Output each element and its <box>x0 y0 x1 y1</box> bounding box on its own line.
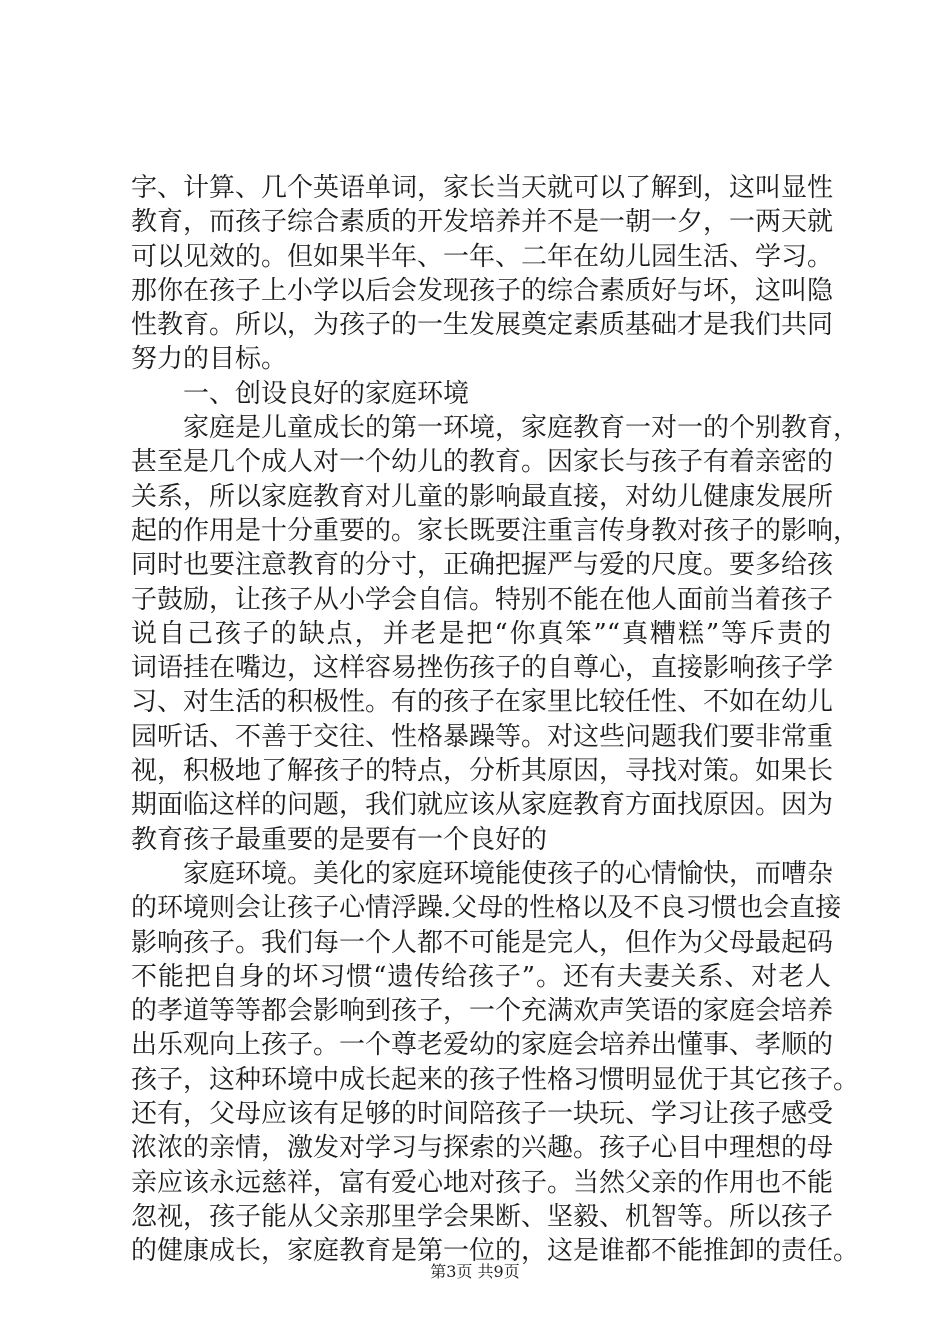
body-line: 习、对生活的积极性。有的孩子在家里比较任性、不如在幼儿 <box>131 687 834 718</box>
body-line: 园听话、不善于交往、性格暴躁等。对这些问题我们要非常重 <box>131 721 834 752</box>
page-number-footer: 第3页 共9页 <box>430 1262 520 1281</box>
body-line: 视，积极地了解孩子的特点，分析其原因，寻找对策。如果长 <box>131 756 834 787</box>
body-line: 教育，而孩子综合素质的开发培养并不是一朝一夕，一两天就 <box>131 207 834 238</box>
body-line: 出乐观向上孩子。一个尊老爱幼的家庭会培养出懂事、孝顺的 <box>131 1030 834 1061</box>
body-line: 可以见效的。但如果半年、一年、二年在幼儿园生活、学习。 <box>131 241 834 272</box>
body-line: 忽视，孩子能从父亲那里学会果断、坚毅、机智等。所以孩子 <box>131 1201 834 1232</box>
body-line: 子鼓励，让孩子从小学会自信。特别不能在他人面前当着孩子 <box>131 584 834 615</box>
body-line: 的孝道等等都会影响到孩子，一个充满欢声笑语的家庭会培养 <box>131 996 834 1027</box>
body-line: 的健康成长，家庭教育是第一位的，这是谁都不能推卸的责任。 <box>131 1236 860 1267</box>
body-line: 的环境则会让孩子心情浮躁.父母的性格以及不良习惯也会直接 <box>131 893 842 924</box>
body-line: 浓浓的亲情，激发对学习与探索的兴趣。孩子心目中理想的母 <box>131 1133 834 1164</box>
body-line: 同时也要注意教育的分寸，正确把握严与爱的尺度。要多给孩 <box>131 550 834 581</box>
body-line: 字、计算、几个英语单词，家长当天就可以了解到，这叫显性 <box>131 173 834 203</box>
document-body <box>131 171 860 1269</box>
body-line: 说自己孩子的缺点，并老是把“你真笨”“真糟糕”等斥责的 <box>131 618 831 649</box>
body-line: 还有，父母应该有足够的时间陪孩子一块玩、学习让孩子感受 <box>131 1099 834 1130</box>
body-line: 影响孩子。我们每一个人都不可能是完人，但作为父母最起码 <box>131 927 834 958</box>
body-line: 家庭是儿童成长的第一环境，家庭教育一对一的个别教育， <box>183 413 860 444</box>
body-line: 教育孩子最重要的是要有一个良好的 <box>131 824 548 855</box>
body-line: 起的作用是十分重要的。家长既要注重言传身教对孩子的影响， <box>131 515 860 546</box>
body-line: 性教育。所以，为孩子的一生发展奠定素质基础才是我们共同 <box>131 310 834 341</box>
body-line: 期面临这样的问题，我们就应该从家庭教育方面找原因。因为 <box>131 790 834 821</box>
body-line: 关系，所以家庭教育对儿童的影响最直接，对幼儿健康发展所 <box>131 481 834 512</box>
body-line: 不能把自身的坏习惯“遗传给孩子”。还有夫妻关系、对老人 <box>131 961 831 992</box>
body-line: 努力的目标。 <box>131 344 288 375</box>
body-line: 那你在孩子上小学以后会发现孩子的综合素质好与坏，这叫隐 <box>131 275 834 306</box>
section-heading: 一、创设良好的家庭环境 <box>183 378 470 409</box>
body-line: 甚至是几个成人对一个幼儿的教育。因家长与孩子有着亲密的 <box>131 447 834 478</box>
body-line: 家庭环境。美化的家庭环境能使孩子的心情愉快，而嘈杂 <box>183 858 834 889</box>
body-line: 亲应该永远慈祥，富有爱心地对孩子。当然父亲的作用也不能 <box>131 1167 834 1198</box>
body-line: 孩子，这种环境中成长起来的孩子性格习惯明显优于其它孩子。 <box>131 1064 860 1095</box>
body-line: 词语挂在嘴边，这样容易挫伤孩子的自尊心，直接影响孩子学 <box>131 653 834 684</box>
